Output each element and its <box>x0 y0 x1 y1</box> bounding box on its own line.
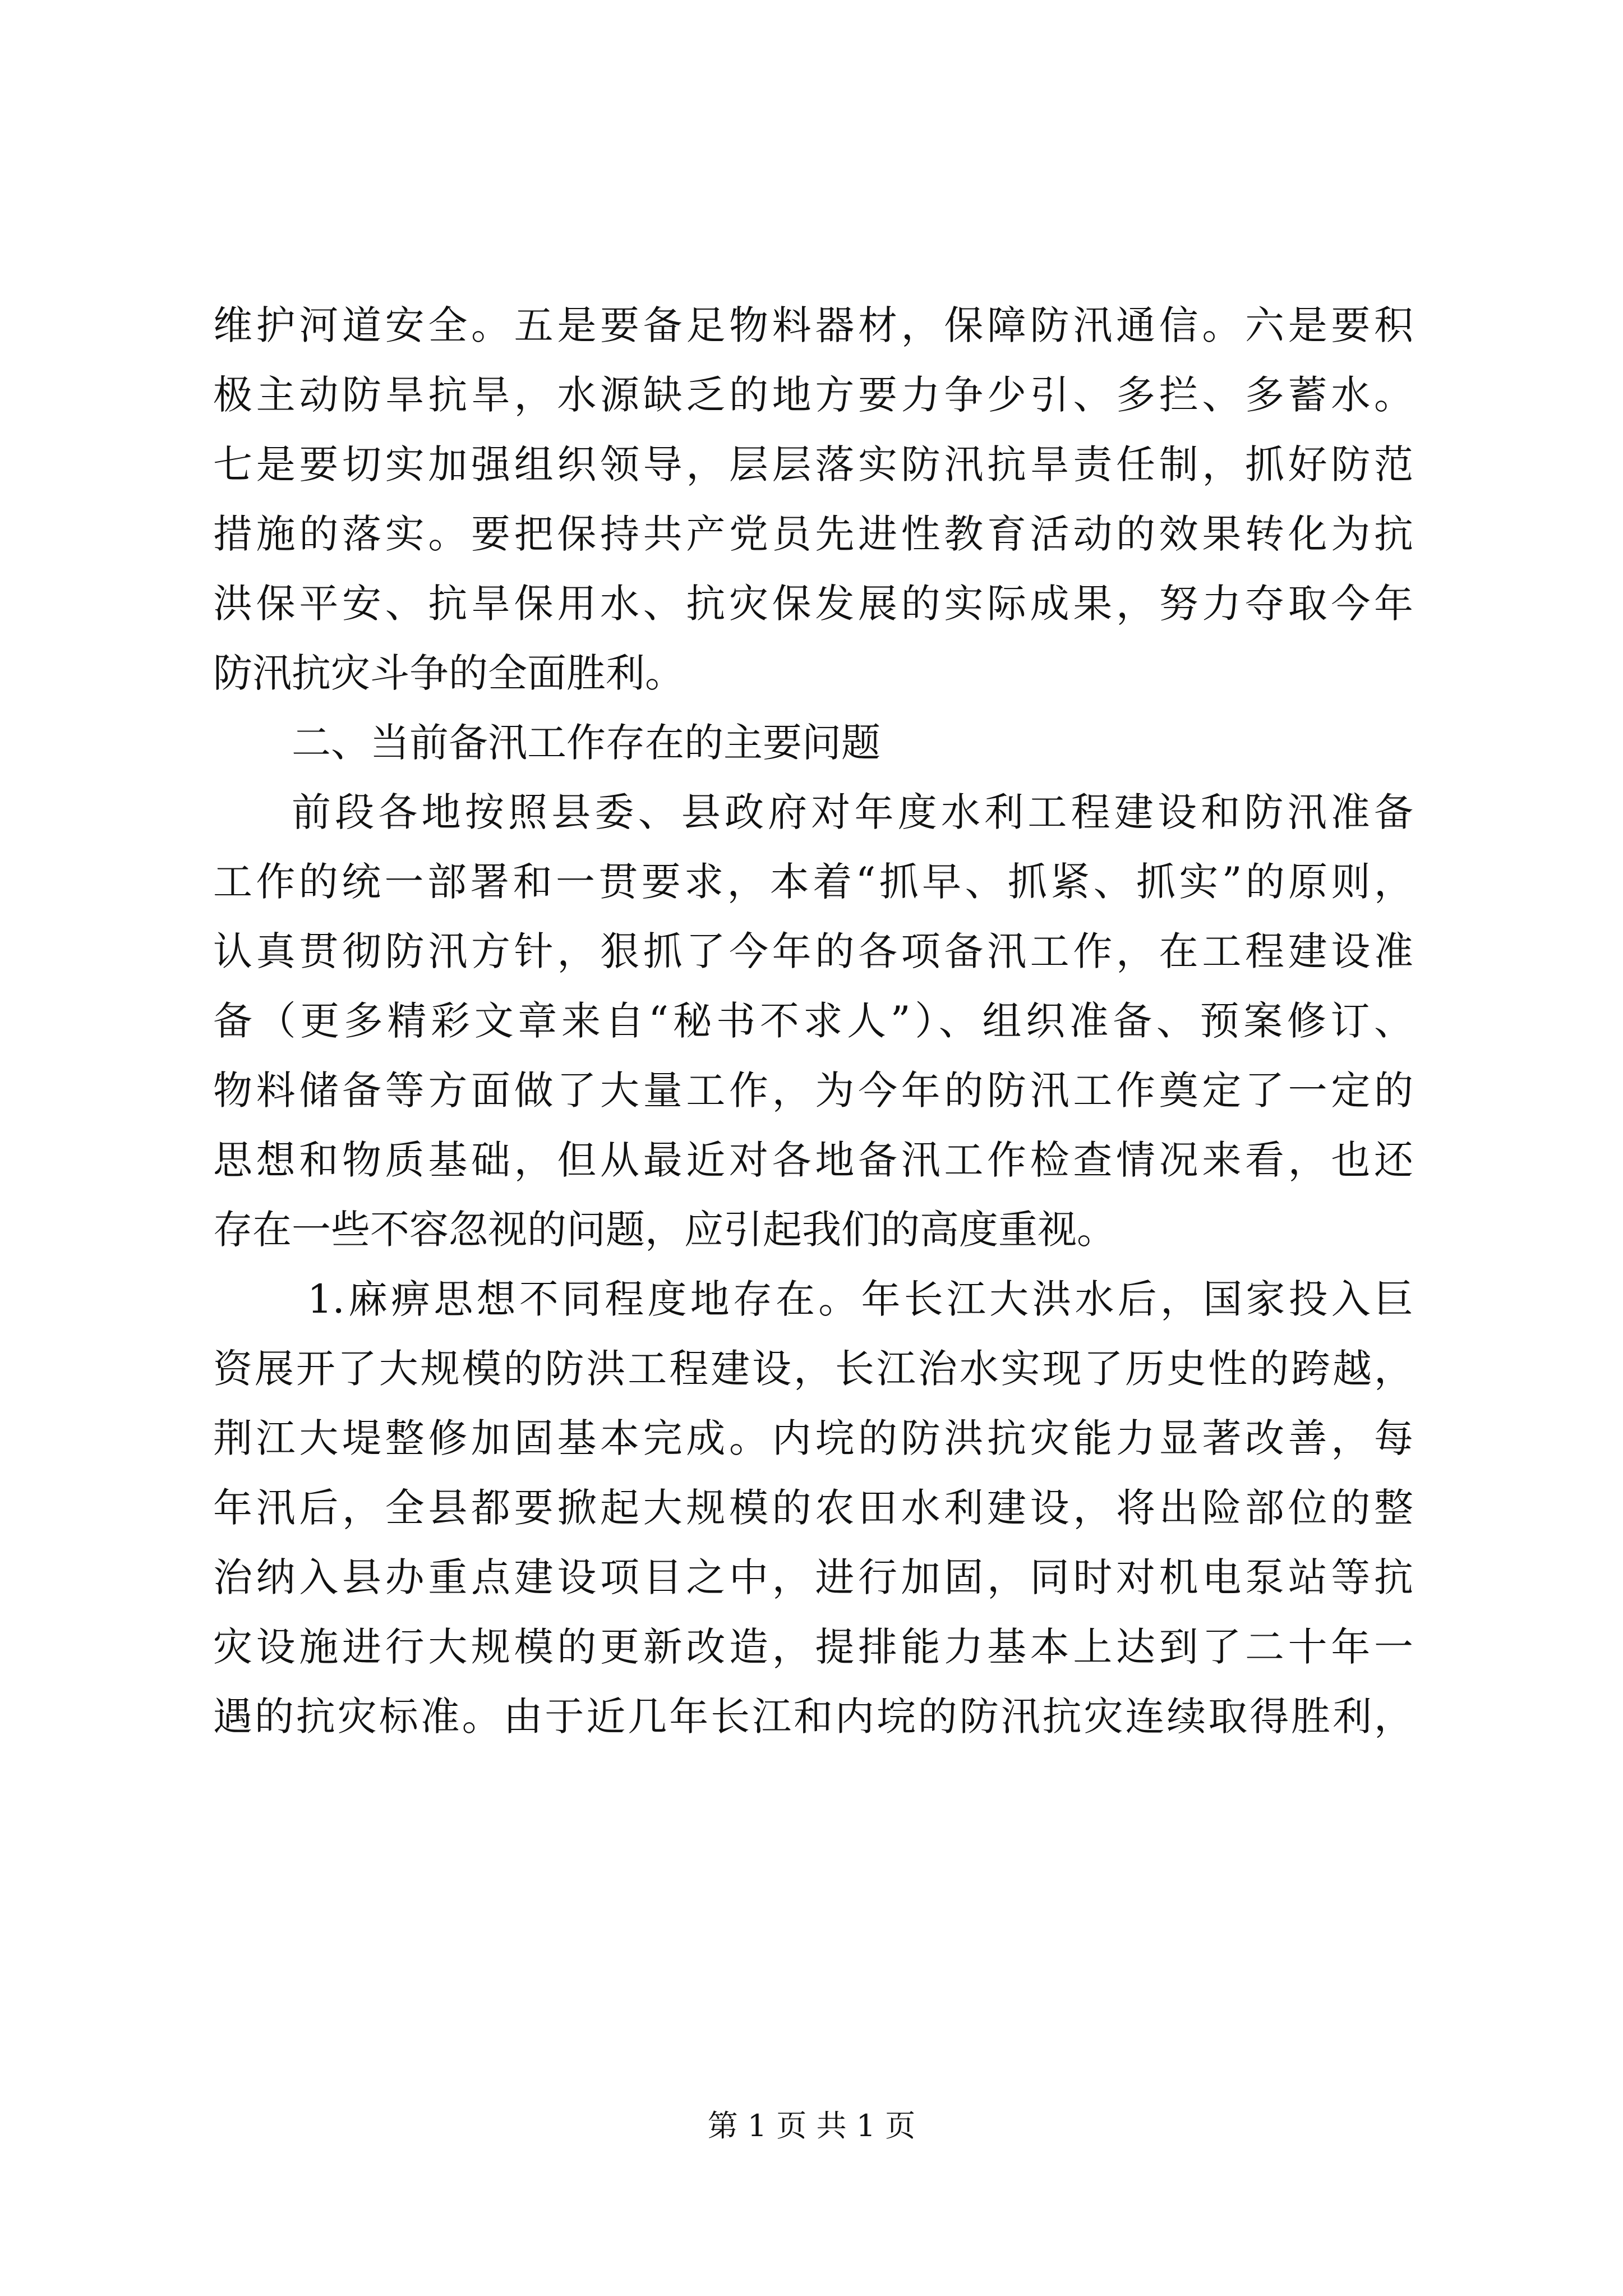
text-line: 七是要切实加强组织领导，层层落实防汛抗旱责任制，抓好防范 <box>213 441 1413 487</box>
text-line: 思想和物质基础，但从最近对各地备汛工作检查情况来看，也还 <box>213 1137 1413 1183</box>
text-line: 备（更多精彩文章来自“秘书不求人”）、组织准备、预案修订、 <box>213 998 1413 1044</box>
document-body <box>213 291 1413 1751</box>
text-line: 遇的抗灾标准。由于近几年长江和内垸的防汛抗灾连续取得胜利， <box>213 1694 1413 1740</box>
paragraph-numbered <box>213 1264 1413 1751</box>
text-line: 措施的落实。要把保持共产党员先进性教育活动的效果转化为抗 <box>213 511 1413 557</box>
section-heading-text: 二、当前备汛工作存在的主要问题 <box>292 720 880 766</box>
text-line: 前段各地按照县委、县政府对年度水利工程建设和防汛准备 <box>292 789 1413 835</box>
section-heading <box>213 708 1413 777</box>
text-line: 工作的统一部署和一贯要求，本着“抓早、抓紧、抓实”的原则， <box>213 859 1413 905</box>
text-line: 年汛后，全县都要掀起大规模的农田水利建设，将出险部位的整 <box>213 1485 1413 1531</box>
text-line: 灾设施进行大规模的更新改造，提排能力基本上达到了二十年一 <box>213 1624 1413 1670</box>
paragraph-continuation <box>213 291 1413 708</box>
text-line: 认真贯彻防汛方针，狠抓了今年的各项备汛工作，在工程建设准 <box>213 928 1413 974</box>
text-line: 洪保平安、抗旱保用水、抗灾保发展的实际成果，努力夺取今年 <box>213 581 1413 627</box>
text-line: 维护河道安全。五是要备足物料器材，保障防汛通信。六是要积 <box>213 302 1413 348</box>
text-line: 治纳入县办重点建设项目之中，进行加固，同时对机电泵站等抗 <box>213 1554 1413 1600</box>
text-line: 1.麻痹思想不同程度地存在。年长江大洪水后，国家投入巨 <box>307 1276 1413 1322</box>
text-line: 存在一些不容忽视的问题，应引起我们的高度重视。 <box>213 1207 1116 1253</box>
text-line: 资展开了大规模的防洪工程建设，长江治水实现了历史性的跨越， <box>213 1346 1413 1392</box>
text-line: 物料储备等方面做了大量工作，为今年的防汛工作奠定了一定的 <box>213 1068 1413 1114</box>
paragraph <box>213 777 1413 1264</box>
page-footer <box>0 2106 1623 2146</box>
text-line: 荆江大堤整修加固基本完成。内垸的防洪抗灾能力显著改善，每 <box>213 1415 1413 1461</box>
page-number-label: 第 1 页 共 1 页 <box>707 2108 916 2143</box>
text-line: 极主动防旱抗旱，水源缺乏的地方要力争少引、多拦、多蓄水。 <box>213 372 1413 418</box>
text-line: 防汛抗灾斗争的全面胜利。 <box>213 650 684 696</box>
